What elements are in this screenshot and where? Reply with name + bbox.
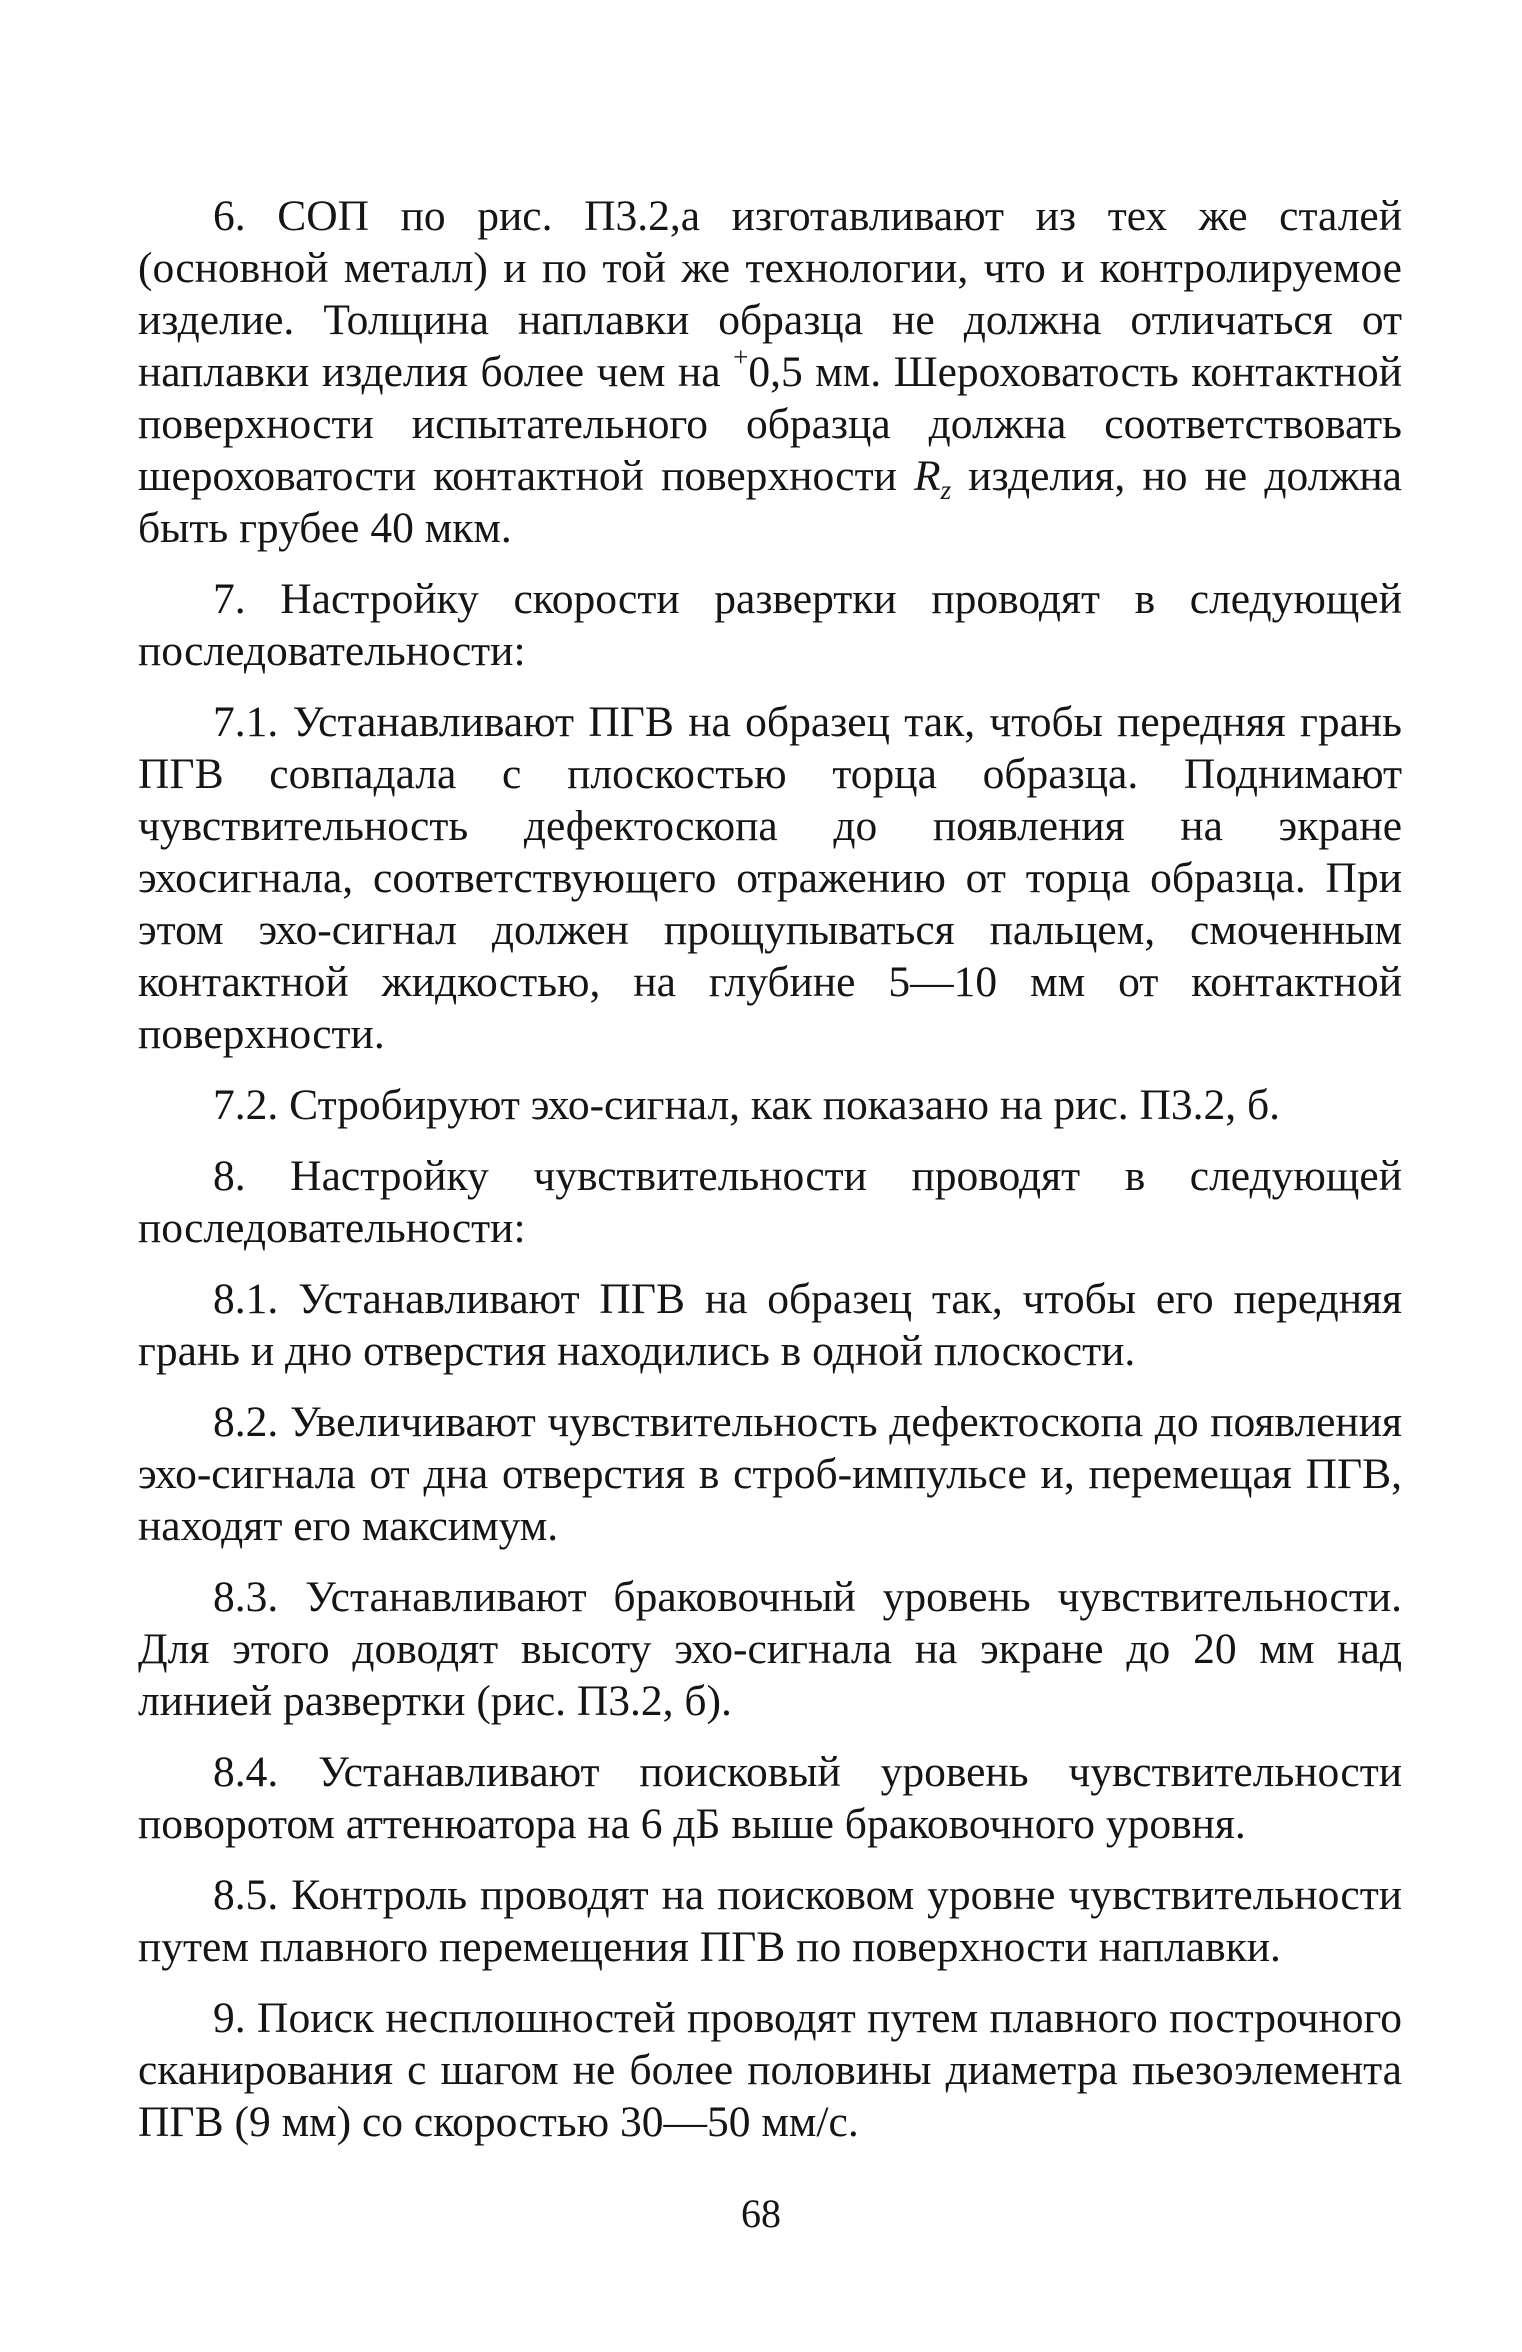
paragraph-p8-5	[138, 1869, 1402, 1973]
paragraph-p8-2	[138, 1396, 1402, 1552]
text-run: 8.1. Устанавливают ПГВ на образец так, чтобы его передняя грань и дно отверстия находились в одной плоскости.	[138, 1275, 1402, 1375]
body-text	[138, 190, 1402, 2148]
paragraph-p7	[138, 573, 1402, 677]
text-run: 7.1. Устанавливают ПГВ на образец так, чтобы передняя грань ПГВ совпадала с плоскостью торца образца. Поднимают чувствительность дефектоскопа до появления на экране эхосигнала, соответствующего отражению от торца образца. При этом эхо-сигнал должен прощупываться пальцем, смоченным контактной жидкостью, на глубине 5—10 мм от контактной поверхности.	[138, 698, 1402, 1058]
paragraph-p9	[138, 1992, 1402, 2148]
paragraph-p8-1	[138, 1273, 1402, 1377]
text-run: 7.2. Стробируют эхо-сигнал, как показано на рис. П3.2, б.	[213, 1081, 1281, 1129]
paragraph-p8	[138, 1150, 1402, 1254]
text-run: 8.4. Устанавливают поисковый уровень чувствительности поворотом аттенюатора на 6 дБ выше браковочного уровня.	[138, 1748, 1402, 1848]
paragraph-p7-1	[138, 696, 1402, 1060]
text-run: 8.5. Контроль проводят на поисковом уровне чувствительности путем плавного перемещения ПГВ по поверхности наплавки.	[138, 1871, 1402, 1971]
text-run: R	[914, 452, 941, 500]
text-run: +	[733, 341, 749, 372]
text-run: 8.3. Устанавливают браковочный уровень чувствительности. Для этого доводят высоту эхо-сигнала на экране до 20 мм над линией развертки (рис. П3.2, б).	[138, 1573, 1402, 1725]
text-run: 6. СОП по рис. П3.2,а изготавливают из тех же сталей (основной металл) и по той же технологии, что и контролируемое изделие. Толщина наплавки образца не должна отличаться от наплавки изделия более чем на	[138, 192, 1402, 396]
paragraph-p8-3	[138, 1571, 1402, 1727]
paragraph-p6	[138, 190, 1402, 554]
paragraph-p8-4	[138, 1746, 1402, 1850]
text-run: 7. Настройку скорости развертки проводят в следующей последовательности:	[138, 575, 1402, 675]
text-run: z	[940, 475, 952, 506]
text-run: 8. Настройку чувствительности проводят в следующей последовательности:	[138, 1152, 1402, 1252]
text-run: 0,5 мм. Шероховатость контактной поверхности испытательного образца должна соответствовать шероховатости контактной поверхности	[138, 348, 1402, 500]
text-run: 9. Поиск несплошностей проводят путем плавного построчного сканирования с шагом не более половины диаметра пьезоэлемента ПГВ (9 мм) со скоростью 30—50 мм/с.	[138, 1994, 1402, 2146]
text-run: 8.2. Увеличивают чувствительность дефектоскопа до появления эхо-сигнала от дна отверстия в строб-импульсе и, перемещая ПГВ, находят его максимум.	[138, 1398, 1402, 1550]
page-number: 68	[741, 2191, 781, 2236]
paragraph-p7-2	[138, 1079, 1402, 1131]
text-run: изделия, но не должна быть грубее 40 мкм.	[138, 452, 1402, 552]
